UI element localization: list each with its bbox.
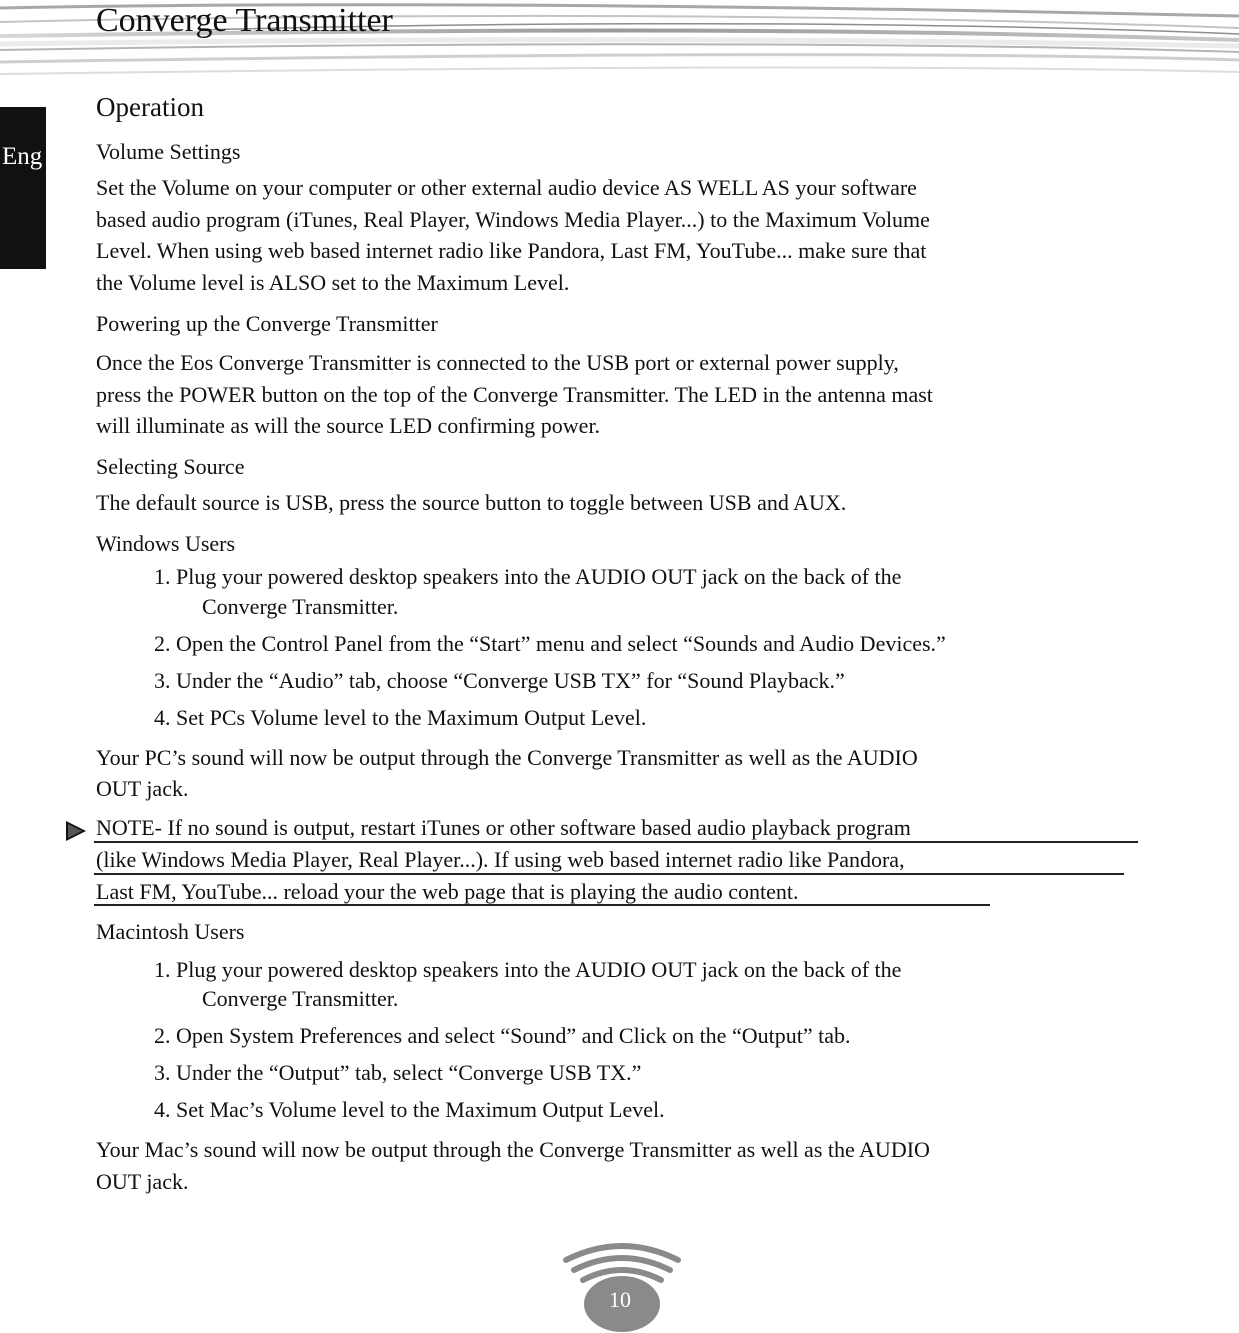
page-number: 10 bbox=[609, 1287, 631, 1312]
power-paragraph-line: press the POWER button on the top of the Converge Transmitter. The LED in the antenna mast bbox=[96, 382, 933, 407]
volume-paragraph-line: Level. When using web based internet radio like Pandora, Last FM, YouTube... make sure that bbox=[96, 238, 927, 263]
mac-step: 3. Under the “Output” tab, select “Converge USB TX.” bbox=[154, 1060, 642, 1085]
windows-result-line: Your PC’s sound will now be output through the Converge Transmitter as well as the AUDIO bbox=[96, 745, 918, 770]
power-paragraph-line: will illuminate as will the source LED confirming power. bbox=[96, 413, 601, 438]
wireless-waves-icon bbox=[560, 1238, 684, 1333]
subheading-volume-settings: Volume Settings bbox=[96, 139, 241, 164]
header-band bbox=[0, 0, 1239, 95]
note-underline bbox=[94, 904, 990, 906]
windows-step: 3. Under the “Audio” tab, choose “Converge USB TX” for “Sound Playback.” bbox=[154, 668, 845, 693]
note-arrow-icon bbox=[64, 820, 88, 842]
mac-step-continuation: Converge Transmitter. bbox=[202, 986, 399, 1011]
subheading-selecting-source: Selecting Source bbox=[96, 454, 245, 479]
volume-paragraph-line: the Volume level is ALSO set to the Maximum Level. bbox=[96, 270, 570, 295]
subheading-windows-users: Windows Users bbox=[96, 531, 236, 556]
windows-step: 4. Set PCs Volume level to the Maximum Output Level. bbox=[154, 705, 647, 730]
mac-step: 4. Set Mac’s Volume level to the Maximum Output Level. bbox=[154, 1097, 665, 1122]
note-underline bbox=[94, 873, 1124, 875]
language-tab bbox=[0, 107, 46, 269]
mac-result-line: Your Mac’s sound will now be output through the Converge Transmitter as well as the AUDIO bbox=[96, 1137, 930, 1162]
section-heading-operation: Operation bbox=[96, 92, 204, 122]
header-title: Converge Transmitter bbox=[96, 2, 393, 39]
note-line: NOTE- If no sound is output, restart iTunes or other software based audio playback program bbox=[96, 815, 911, 840]
subheading-powering-up: Powering up the Converge Transmitter bbox=[96, 311, 438, 336]
volume-paragraph-line: based audio program (iTunes, Real Player, Windows Media Player...) to the Maximum Volume bbox=[96, 207, 930, 232]
windows-step-continuation: Converge Transmitter. bbox=[202, 594, 399, 619]
windows-step: 1. Plug your powered desktop speakers into the AUDIO OUT jack on the back of the bbox=[154, 564, 902, 589]
mac-step: 1. Plug your powered desktop speakers into the AUDIO OUT jack on the back of the bbox=[154, 957, 902, 982]
note-line: Last FM, YouTube... reload your the web page that is playing the audio content. bbox=[96, 879, 799, 904]
windows-step: 2. Open the Control Panel from the “Start” menu and select “Sounds and Audio Devices.” bbox=[154, 631, 946, 656]
power-paragraph-line: Once the Eos Converge Transmitter is connected to the USB port or external power supply, bbox=[96, 350, 899, 375]
source-paragraph: The default source is USB, press the source button to toggle between USB and AUX. bbox=[96, 490, 847, 515]
mac-result-line: OUT jack. bbox=[96, 1169, 189, 1194]
language-tab-label: Eng bbox=[2, 143, 43, 170]
note-underline bbox=[94, 841, 1138, 843]
mac-step: 2. Open System Preferences and select “Sound” and Click on the “Output” tab. bbox=[154, 1023, 851, 1048]
windows-result-line: OUT jack. bbox=[96, 776, 189, 801]
subheading-macintosh-users: Macintosh Users bbox=[96, 919, 245, 944]
volume-paragraph-line: Set the Volume on your computer or other external audio device AS WELL AS your software bbox=[96, 175, 917, 200]
note-line: (like Windows Media Player, Real Player...). If using web based internet radio like Pandora, bbox=[96, 847, 905, 872]
